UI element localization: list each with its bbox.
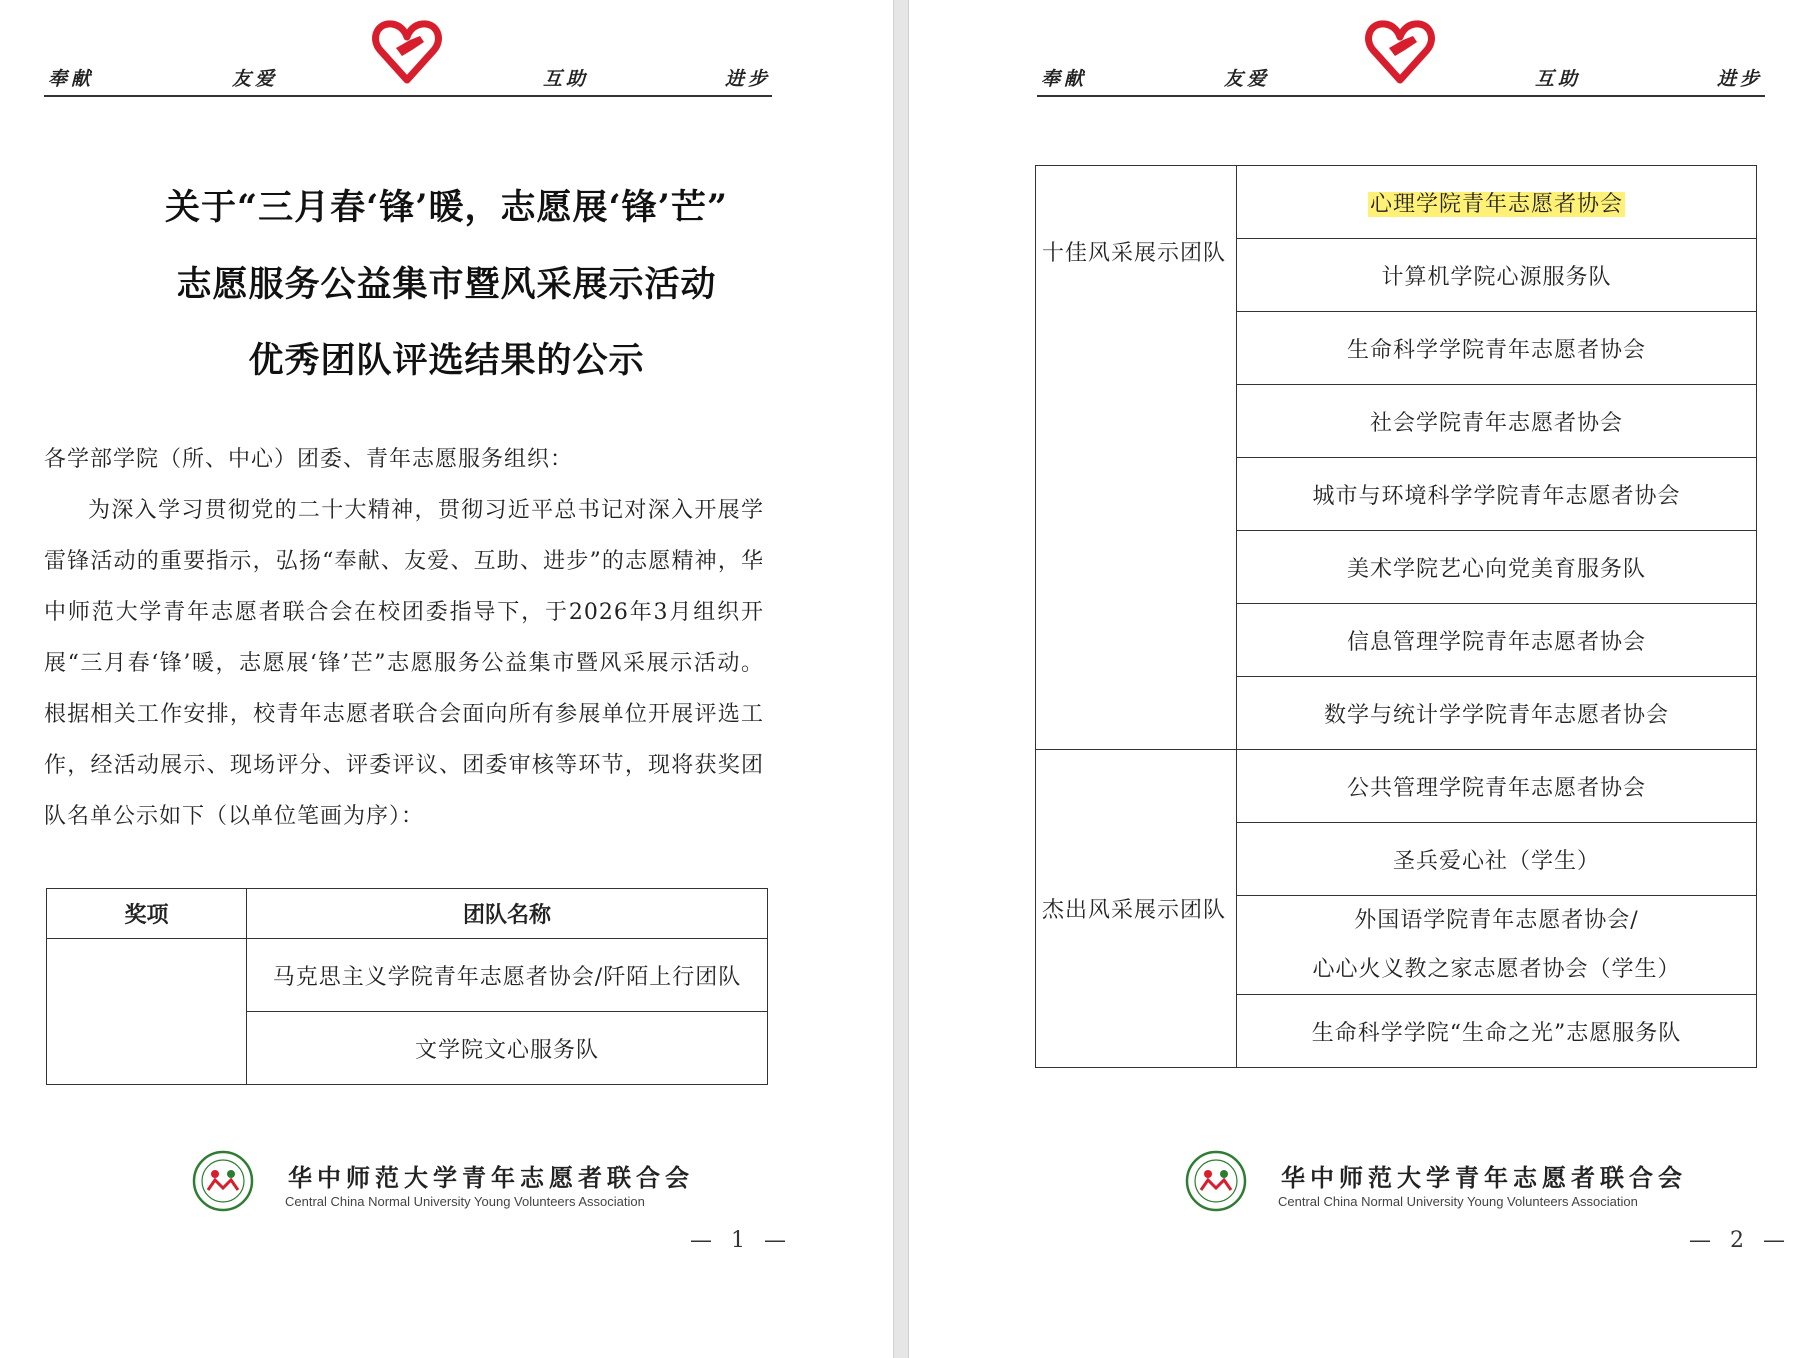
category-ten-best: 十佳风采展示团队 [1036,166,1237,750]
category-outstanding: 杰出风采展示团队 [1036,750,1237,1068]
heart-hand-logo-icon [1365,18,1435,84]
header-award: 奖项 [47,889,247,939]
team-cell: 城市与环境科学学院青年志愿者协会 [1237,458,1757,531]
heart-hand-logo-icon [372,18,442,84]
header-word-mutual-help: 互助 [543,68,590,90]
header-divider [44,95,772,97]
header-word-progress: 进步 [725,68,772,90]
table-row [1036,750,1757,823]
document-page-1 [0,0,893,1358]
team-cell-line-1: 外国语学院青年志愿者协会/ [1354,908,1639,933]
page-footer [909,1150,1800,1240]
award-table-page-2 [1035,165,1757,1068]
team-cell: 公共管理学院青年志愿者协会 [1237,750,1757,823]
team-cell-line-2: 心心火义教之家志愿者协会（学生） [1312,957,1681,982]
page-number: — 1 — [690,1228,792,1253]
volunteer-seal-icon [192,1150,254,1212]
team-cell: 社会学院青年志愿者协会 [1237,385,1757,458]
page-header [909,0,1800,100]
footer-org-chinese: 华中师范大学青年志愿者联合会 [288,1163,694,1192]
team-cell: 圣兵爱心社（学生） [1237,823,1757,896]
page-footer [0,1150,893,1240]
team-cell: 生命科学学院青年志愿者协会 [1237,312,1757,385]
header-word-progress: 进步 [1717,68,1764,90]
team-cell: 生命科学学院“生命之光”志愿服务队 [1237,995,1757,1068]
highlighted-team-text: 心理学院青年志愿者协会 [1369,191,1623,217]
team-cell: 计算机学院心源服务队 [1237,239,1757,312]
page-gutter [893,0,909,1358]
footer-org-english: Central China Normal University Young Volunteers Association [285,1194,645,1209]
team-cell-highlighted [1237,166,1757,239]
header-divider [1037,95,1765,97]
header-word-devotion: 奉献 [1041,68,1088,90]
header-word-mutual-help: 互助 [1535,68,1582,90]
team-cell-two-line [1237,896,1757,995]
team-cell: 美术学院艺心向党美育服务队 [1237,531,1757,604]
page-header [0,0,893,100]
salutation: 各学部学院（所、中心）团委、青年志愿服务组织： [44,447,574,472]
header-word-friendship: 友爱 [1224,68,1271,90]
header-word-friendship: 友爱 [232,68,279,90]
footer-org-english: Central China Normal University Young Volunteers Association [1278,1194,1638,1209]
notice-title-line-3: 优秀团队评选结果的公示 [248,340,645,381]
table-row [47,939,768,1012]
team-cell: 文学院文心服务队 [247,1012,768,1085]
team-cell: 信息管理学院青年志愿者协会 [1237,604,1757,677]
award-cell-empty [47,939,247,1085]
team-cell: 数学与统计学学院青年志愿者协会 [1237,677,1757,750]
header-team-name: 团队名称 [247,889,768,939]
team-cell: 马克思主义学院青年志愿者协会/阡陌上行团队 [247,939,768,1012]
table-row [1036,166,1757,239]
notice-title-line-1: 关于“三月春‘锋’暖，志愿展‘锋’芒” [164,187,728,228]
award-table-page-1 [46,888,768,1085]
notice-body-paragraph: 为深入学习贯彻党的二十大精神，贯彻习近平总书记对深入开展学雷锋活动的重要指示，弘扬“奉献、友爱、互助、进步”的志愿精神，华中师范大学青年志愿者联合会在校团委指导下，于2026年3月组织开展“三月春‘锋’暖，志愿展‘锋’芒”志愿服务公益集市暨风采展示活动。根据相关工作安排，校青年志愿者联合会面向所有参展单位开展评选工作，经活动展示、现场评分、评委评议、团委审核等环节，现将获奖团队名单公示如下（以单位笔画为序）： [44,498,764,829]
footer-org-chinese: 华中师范大学青年志愿者联合会 [1281,1163,1687,1192]
header-word-devotion: 奉献 [48,68,95,90]
notice-title-line-2: 志愿服务公益集市暨风采展示活动 [176,264,717,305]
volunteer-seal-icon [1185,1150,1247,1212]
table-header-row [47,889,768,939]
page-number: — 2 — [1689,1228,1791,1253]
